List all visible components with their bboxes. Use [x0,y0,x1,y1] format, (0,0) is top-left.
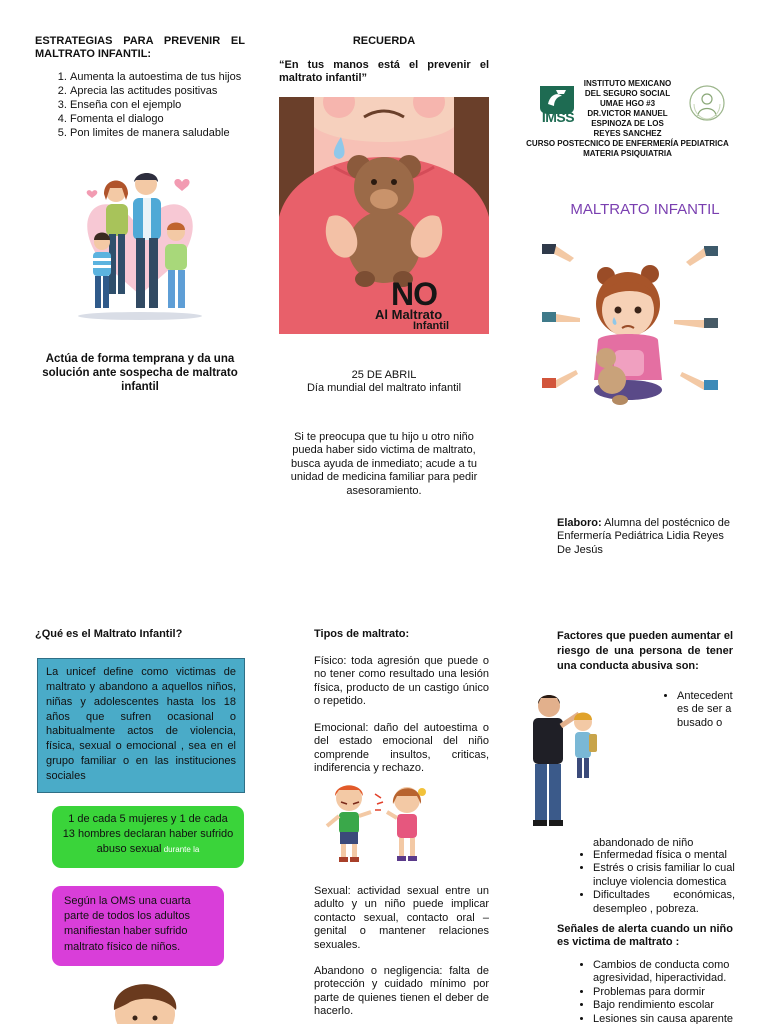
risk-factor-item: • Dificultades económicas, desempleo , pobreza. [593,889,735,916]
family-illustration [70,170,210,320]
warning-signs-list [573,959,735,1024]
type-physical: Físico: toda agresión que puede o no tener como resultado una lesión física, producto de un castigo único o repetido. [314,655,489,708]
strategies-list [35,71,265,141]
first-factor-list [657,690,737,730]
credit-label: Elaboro: [557,517,602,529]
header-line: INSTITUTO MEXICANO [583,79,672,88]
header-line: UMAE HGO #3 [599,99,656,108]
credit-text: Alumna del postécnico de Enfermería Pediátrica Lidia Reyes De Jesús [557,517,731,556]
event-name: Día mundial del maltrato infantil [306,382,462,394]
header-line: CURSO POSTECNICO DE ENFERMERÍA PEDIATRICA [526,139,729,148]
risk-factor-item: • Enfermedad física o mental [593,849,735,862]
first-factor-continuation: abandonado de niño [593,837,694,849]
warning-sign-item: • Problemas para dormir [593,986,735,999]
warning-sign-item: • Cambios de conducta como agresividad, hiperactividad. [593,959,735,986]
hospital-seal [688,84,726,122]
early-action-text: Actúa de forma temprana y da una solución ante sospecha de maltrato infantil [42,353,238,394]
warning-sign-item: • Bajo rendimiento escolar [593,999,735,1012]
header-line: REYES SANCHEZ [593,129,662,138]
risk-factors-title: Factores que pueden aumentar el riesgo de una persona de tener una conducta abusiva son: [557,630,733,673]
header-line: ESPINOZA DE LOS [591,119,664,128]
strategy-item: 5. Pon limites de manera saludable [70,127,265,140]
no-maltreatment-poster [279,97,489,334]
remember-quote: “En tus manos está el prevenir el maltrato infantil” [279,59,489,85]
type-sexual: Sexual: actividad sexual entre un adulto y un niño puede implicar contacto sexual, contacto oral – genital o mantener relaciones sexuales. [314,885,489,951]
unicef-definition-box: La unicef define como victimas de maltrato y abandono a aquellos niños, niñas y adolescentes hasta los 18 años que sufren ocasional o habitualmente actos de violencia, física, sexual o emocional , sea en el grupo familiar o en las instituciones sociales [37,658,245,793]
poster-no: NO [391,276,437,312]
abuse-stat-box [52,806,244,868]
what-is-title: ¿Qué es el Maltrato Infantil? [35,628,183,640]
pointing-hand-icon [542,244,574,262]
child-head-illustration [100,980,190,1024]
poster-line2: Infantil [413,320,450,332]
header-line: DR.VICTOR MANUEL [587,109,668,118]
poster-line1: Al Maltrato [375,307,443,322]
imss-logo-text: IMSS [541,109,575,125]
kids-arguing-illustration [325,782,430,864]
event-date: 25 DE ABRIL [351,369,417,381]
help-advice: Si te preocupa que tu hijo u otro niño pueda haber sido victima de maltrato, busca ayuda de inmediato; acude a tu unidad de medicina familiar para pedir asesoramiento. [290,431,478,497]
warning-sign-item: • Lesiones sin causa aparente [593,1013,735,1024]
header-line: DEL SEGURO SOCIAL [584,89,671,98]
main-title: MALTRATO INFANTIL [570,201,720,218]
abuse-stat-tail: durante la [161,844,200,854]
risk-factor-item: • Antecedentes de ser abusado o [677,690,737,730]
header-line: MATERIA PSIQUIATRIA [583,149,672,158]
types-title: Tipos de maltrato: [314,628,410,640]
type-emotional: Emocional: daño del autoestima o del estado emocional del niño comprende insultos, criticas, indiferencia y rechazo. [314,722,489,775]
sad-girl-pointing-illustration [540,240,720,410]
remember-heading: RECUERDA [352,35,416,47]
oms-stat-box: Según la OMS una cuarta parte de todos los adultos manifiestan haber sufrido maltrato físico de niños. [52,886,224,966]
type-neglect: Abandono o negligencia: falta de protección y cuidado mínimo por parte de quienes tienen el deber de hacerlo. [314,965,489,1018]
adult-scolding-child-illustration [527,692,599,828]
abuse-stat-text: 1 de cada 5 mujeres y 1 de cada 13 hombres declaran haber sufrido abuso sexual [62,813,234,855]
strategy-item: 1. Aumenta la autoestima de tus hijos [70,71,265,84]
credit-line [557,517,737,557]
risk-factor-item: • Estrés o crisis familiar lo cual incluye violencia domestica [593,862,735,889]
warning-signs-title: Señales de alerta cuando un niño es victima de maltrato : [557,923,733,949]
risk-factors-list [573,849,735,916]
strategies-title: ESTRATEGIAS PARA PREVENIR EL MALTRATO INFANTIL: [35,35,245,61]
strategy-item: 2. Aprecia las actitudes positivas [70,85,265,98]
strategy-item: 3. Enseña con el ejemplo [70,99,265,112]
strategy-item: 4. Fomenta el dialogo [70,113,265,126]
